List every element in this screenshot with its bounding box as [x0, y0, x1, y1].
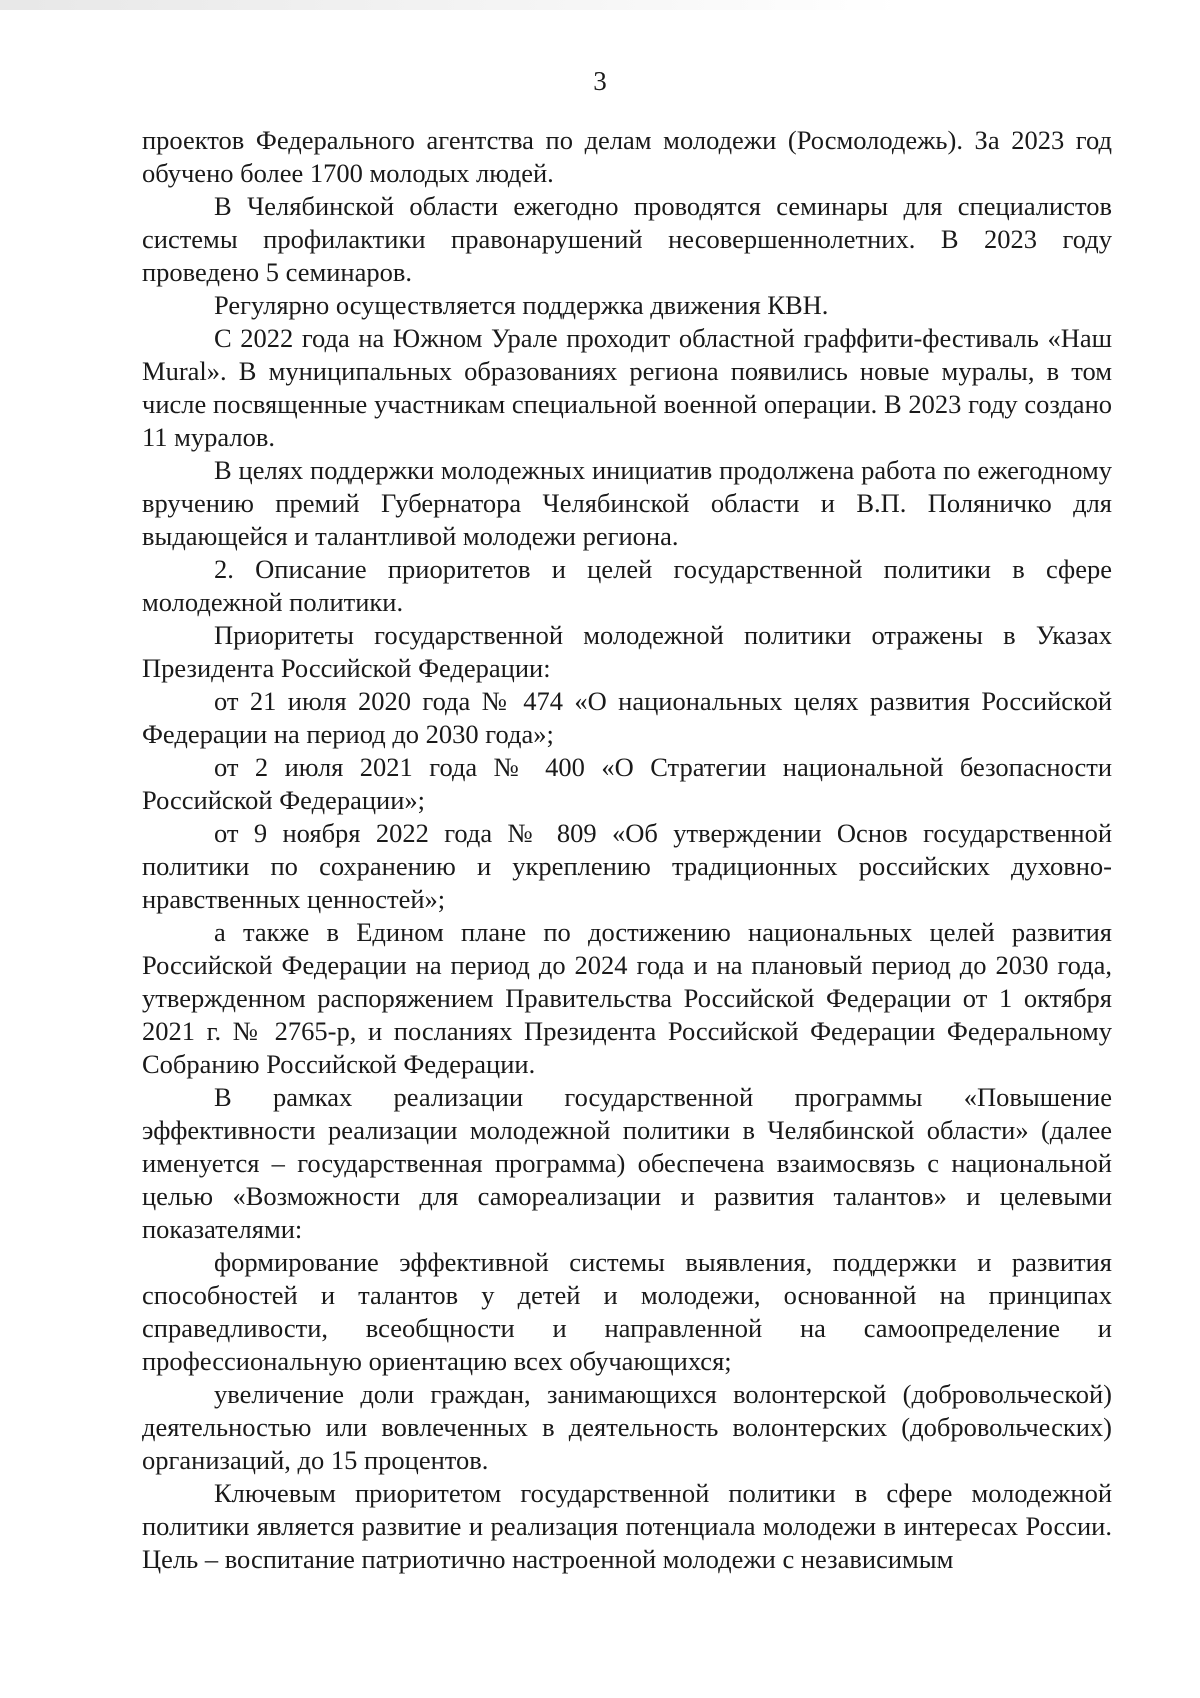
indicator-item: формирование эффективной системы выявления, поддержки и развития способностей и талантов у детей и молодежи, основанной на принципах справедливости, всеобщности и направленной на самоопределение и профессиональную ориентацию всех обучающихся;	[142, 1247, 1112, 1376]
paragraph: С 2022 года на Южном Урале проходит областной граффити-фестиваль «Наш Mural». В муниципальных образованиях региона появились новые муралы, в том числе посвященные участникам специальной военной операции. В 2023 году создано 11 муралов.	[142, 323, 1112, 452]
decree-item: от 2 июля 2021 года № 400 «О Стратегии национальной безопасности Российской Федерации»;	[142, 752, 1112, 815]
document-body	[142, 124, 1112, 1576]
paragraph: Регулярно осуществляется поддержка движения КВН.	[214, 290, 829, 320]
paragraph: Ключевым приоритетом государственной политики в сфере молодежной политики является развитие и реализация потенциала молодежи в интересах России. Цель – воспитание патриотично настроенной молодежи с независимым	[142, 1478, 1112, 1574]
section-heading: 2. Описание приоритетов и целей государственной политики в сфере молодежной политики.	[142, 554, 1112, 617]
decree-item: от 9 ноября 2022 года № 809 «Об утверждении Основ государственной политики по сохранению и укреплению традиционных российских духовно-нравственных ценностей»;	[142, 818, 1112, 914]
paragraph: В Челябинской области ежегодно проводятся семинары для специалистов системы профилактики правонарушений несовершеннолетних. В 2023 году проведено 5 семинаров.	[142, 191, 1112, 287]
decree-item: от 21 июля 2020 года № 474 «О национальных целях развития Российской Федерации на период до 2030 года»;	[142, 686, 1112, 749]
paragraph: В целях поддержки молодежных инициатив продолжена работа по ежегодному вручению премий Губернатора Челябинской области и В.П. Поляничко для выдающейся и талантливой молодежи региона.	[142, 455, 1112, 551]
paragraph: В рамках реализации государственной программы «Повышение эффективности реализации молодежной политики в Челябинской области» (далее именуется – государственная программа) обеспечена взаимосвязь с национальной целью «Возможности для самореализации и развития талантов» и целевыми показателями:	[142, 1082, 1112, 1244]
page-number: 3	[593, 66, 607, 96]
scan-edge-artifact	[0, 0, 900, 10]
indicator-item: увеличение доли граждан, занимающихся волонтерской (добровольческой) деятельностью или вовлеченных в деятельность волонтерских (добровольческих) организаций, до 15 процентов.	[142, 1379, 1112, 1475]
paragraph: а также в Едином плане по достижению национальных целей развития Российской Федерации на период до 2024 года и на плановый период до 2030 года, утвержденном распоряжением Правительства Российской Федерации от 1 октября 2021 г. № 2765-р, и посланиях Президента Российской Федерации Федеральному Собранию Российской Федерации.	[142, 917, 1112, 1079]
paragraph: проектов Федерального агентства по делам молодежи (Росмолодежь). За 2023 год обучено более 1700 молодых людей.	[142, 125, 1112, 188]
paragraph: Приоритеты государственной молодежной политики отражены в Указах Президента Российской Федерации:	[142, 620, 1112, 683]
